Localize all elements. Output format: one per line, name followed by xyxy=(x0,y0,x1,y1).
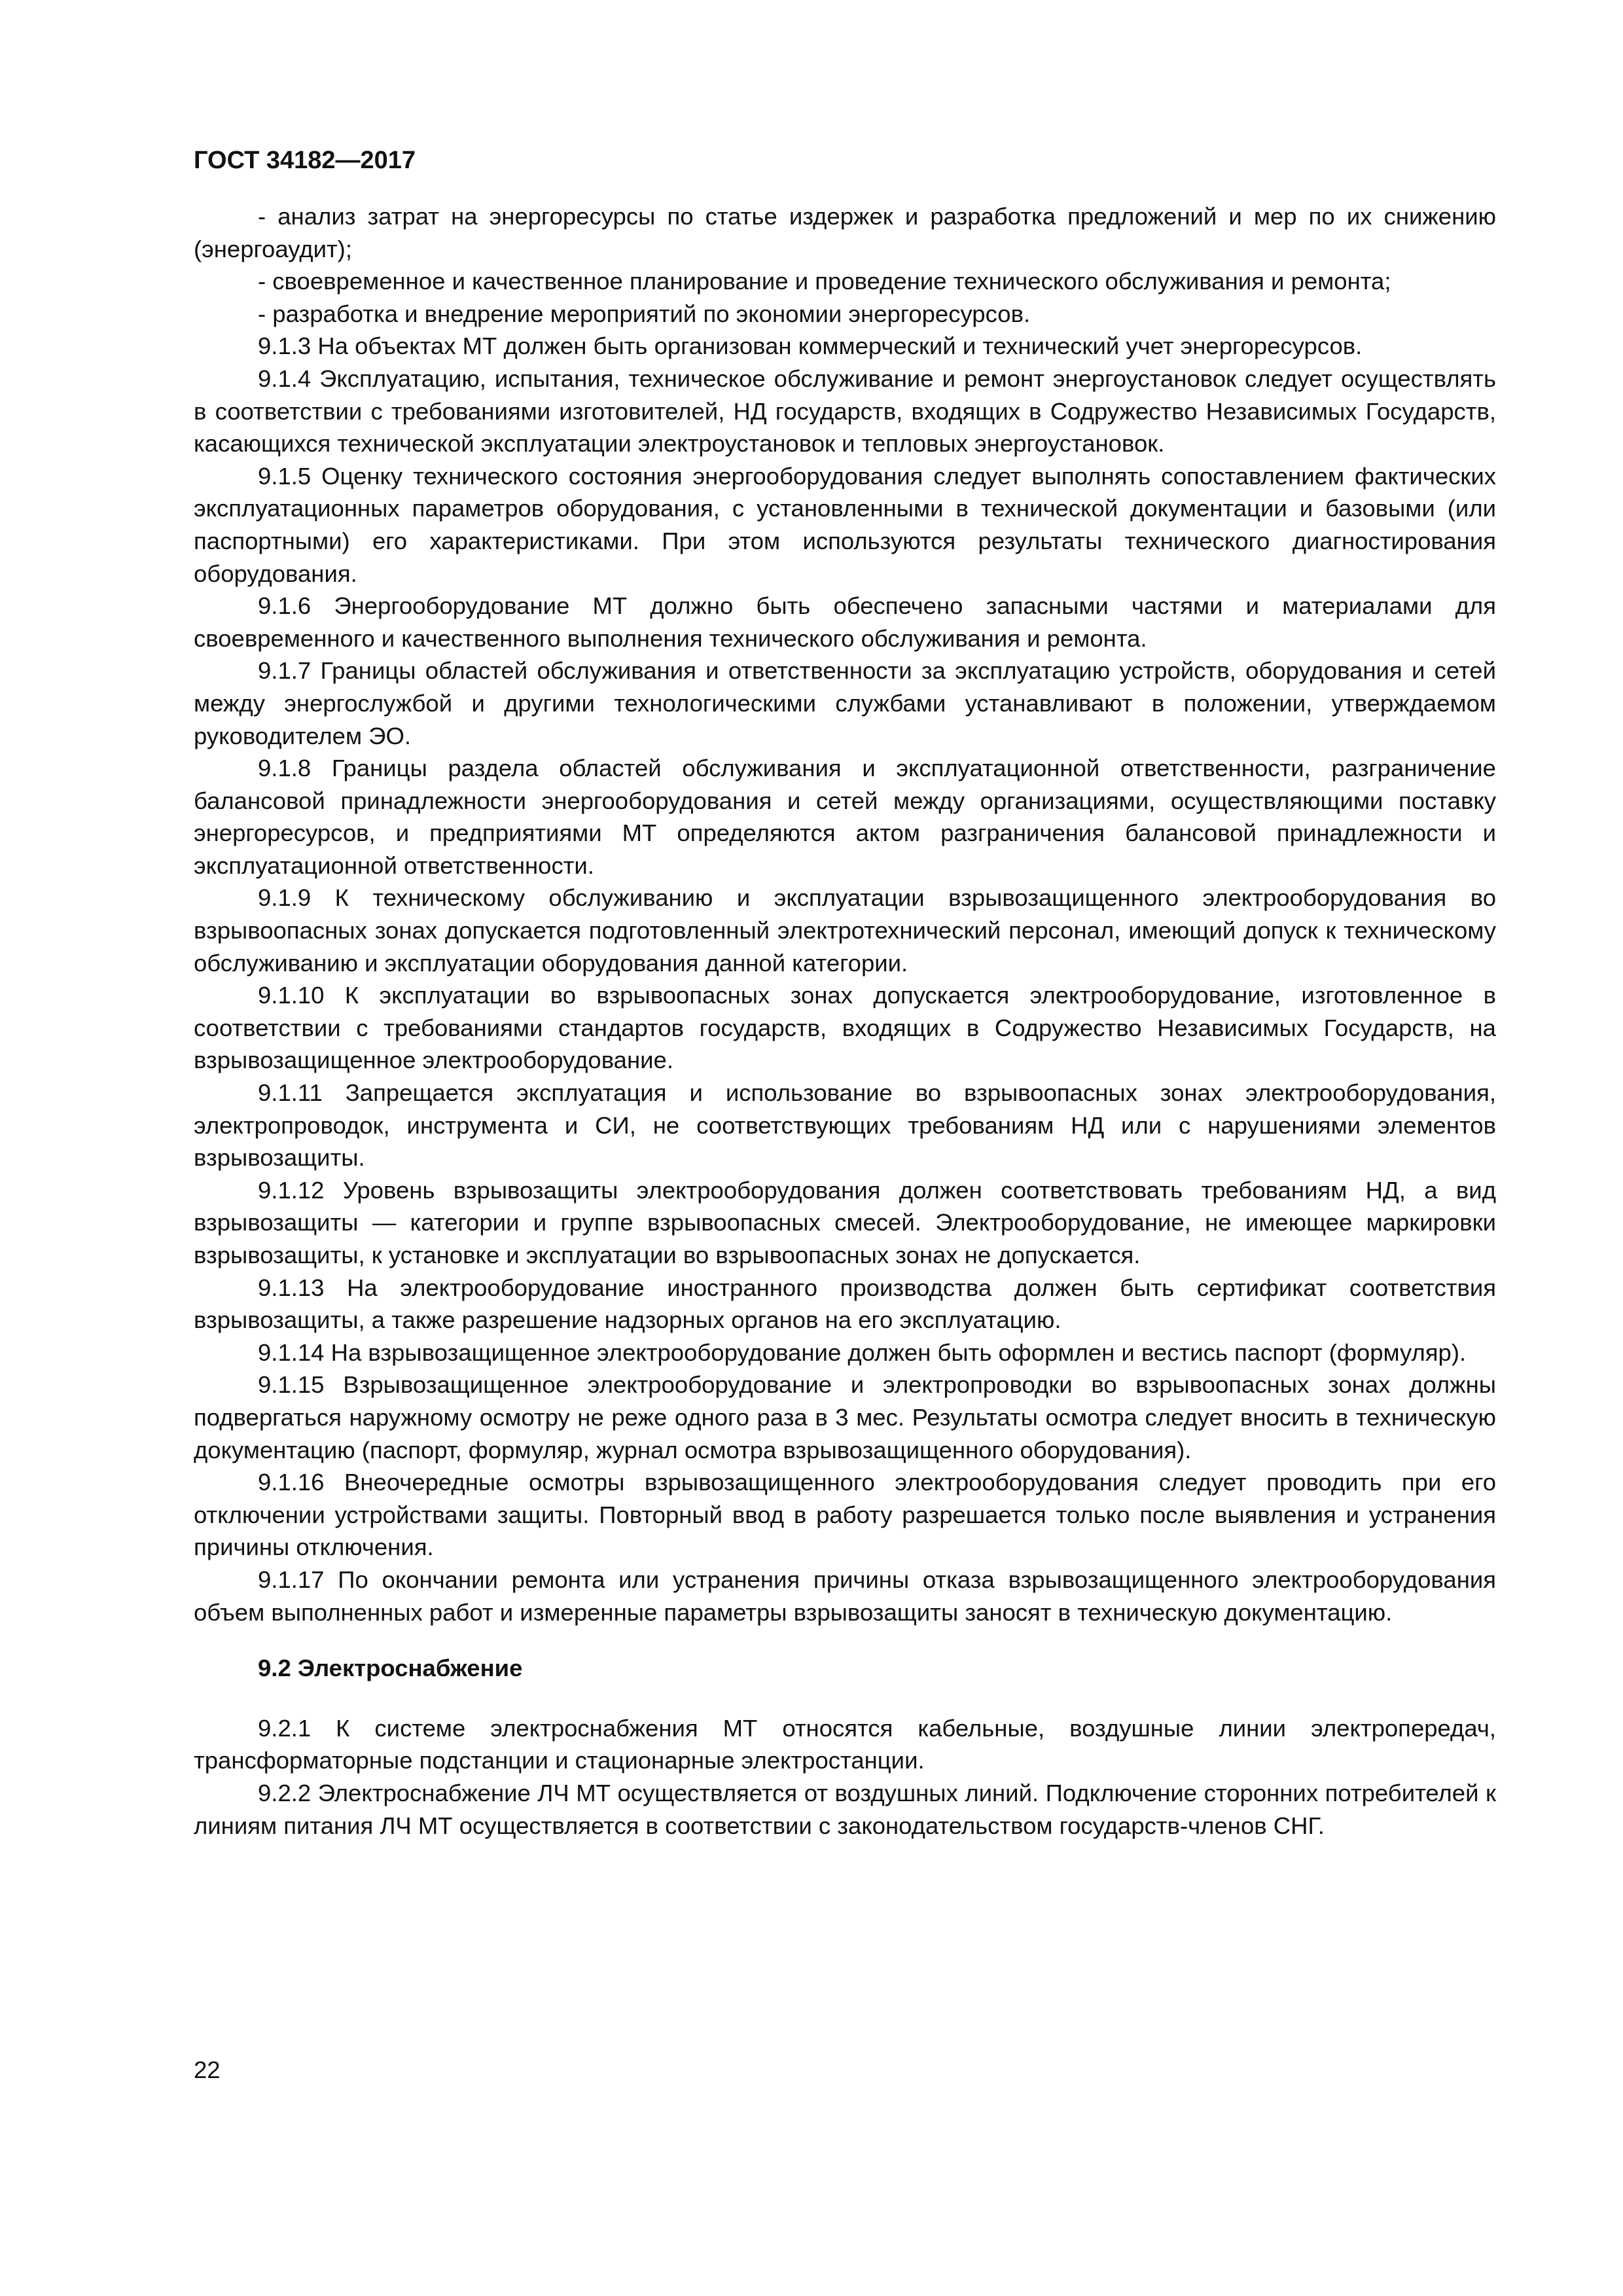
paragraph-9-1-3: 9.1.3 На объектах МТ должен быть организован коммерческий и технический учет энергоресурсов. xyxy=(258,332,1363,360)
paragraph: - разработка и внедрение мероприятий по экономии энергоресурсов. xyxy=(258,300,1031,327)
page-number: 22 xyxy=(194,2056,221,2083)
paragraph-9-1-6: 9.1.6 Энергооборудование МТ должно быть обеспечено запасными частями и материалами для своевременного и качественного выполнения технического обслуживания и ремонта. xyxy=(194,592,1496,652)
section-heading: 9.2 Электроснабжение xyxy=(258,1655,523,1682)
paragraph: - своевременное и качественное планирование и проведение технического обслуживания и ремонта; xyxy=(258,268,1391,295)
document-header: ГОСТ 34182—2017 xyxy=(194,147,416,174)
paragraph-9-1-7: 9.1.7 Границы областей обслуживания и ответственности за эксплуатацию устройств, оборудования и сетей между энергослужбой и другими технологическими службами устанавливают в положении, утверждаемом руководителем ЭО. xyxy=(194,657,1496,749)
paragraph-9-1-16: 9.1.16 Внеочередные осмотры взрывозащищенного электрооборудования следует проводить при его отключении устройствами защиты. Повторный ввод в работу разрешается только после выявления и устранения причины отключения. xyxy=(194,1469,1496,1561)
document-page xyxy=(194,144,1496,1842)
paragraph-9-1-4: 9.1.4 Эксплуатацию, испытания, техническое обслуживание и ремонт энергоустановок следует осуществлять в соответствии с требованиями изготовителей, НД государств, входящих в Содружество Независимых Государств, касающихся технической эксплуатации электроустановок и тепловых энергоустановок. xyxy=(194,365,1496,457)
paragraph-9-1-15: 9.1.15 Взрывозащищенное электрооборудование и электропроводки во взрывоопасных зонах должны подвергаться наружному осмотру не реже одного раза в 3 мес. Результаты осмотра следует вносить в техническую документацию (паспорт, формуляр, журнал осмотра взрывозащищенного оборудования). xyxy=(194,1371,1496,1463)
paragraph-9-1-8: 9.1.8 Границы раздела областей обслуживания и эксплуатационной ответственности, разграничение балансовой принадлежности энергооборудования и сетей между организациями, осуществляющими поставку энергоресурсов, и предприятиями МТ определяются актом разграничения балансовой принадлежности и эксплуатационной ответственности. xyxy=(194,755,1496,879)
paragraph-9-1-14: 9.1.14 На взрывозащищенное электрооборудование должен быть оформлен и вестись паспорт (формуляр). xyxy=(258,1338,1467,1366)
paragraph-9-2-2: 9.2.2 Электроснабжение ЛЧ МТ осуществляется от воздушных линий. Подключение сторонних потребителей к линиям питания ЛЧ МТ осуществляется в соответствии с законодательством государств-членов СНГ. xyxy=(194,1779,1496,1839)
paragraph-9-1-17: 9.1.17 По окончании ремонта или устранения причины отказа взрывозащищенного электрооборудования объем выполненных работ и измеренные параметры взрывозащиты заносят в техническую документацию. xyxy=(194,1566,1496,1626)
body-text-top xyxy=(194,200,1496,1628)
paragraph-9-1-9: 9.1.9 К техническому обслуживанию и эксплуатации взрывозащищенного электрооборудования во взрывоопасных зонах допускается подготовленный электротехнический персонал, имеющий допуск к техническому обслуживанию и эксплуатации оборудования данной категории. xyxy=(194,884,1496,977)
paragraph-9-1-10: 9.1.10 К эксплуатации во взрывоопасных зонах допускается электрооборудование, изготовленное в соответствии с требованиями стандартов государств, входящих в Содружество Независимых Государств, на взрывозащищенное электрооборудование. xyxy=(194,982,1496,1074)
paragraph-9-1-5: 9.1.5 Оценку технического состояния энергооборудования следует выполнять сопоставлением фактических эксплуатационных параметров оборудования, с установленными в технической документации и базовыми (или паспортными) его характеристиками. При этом используются результаты технического диагностирования оборудования. xyxy=(194,462,1496,587)
paragraph-9-2-1: 9.2.1 К системе электроснабжения МТ относятся кабельные, воздушные линии электропередач, трансформаторные подстанции и стационарные электростанции. xyxy=(194,1714,1496,1774)
paragraph-9-1-12: 9.1.12 Уровень взрывозащиты электрооборудования должен соответствовать требованиям НД, а вид взрывозащиты — категории и группе взрывоопасных смесей. Электрооборудование, не имеющее маркировки взрывозащиты, к установке и эксплуатации во взрывоопасных зонах не допускается. xyxy=(194,1176,1496,1268)
paragraph-9-1-11: 9.1.11 Запрещается эксплуатация и использование во взрывоопасных зонах электрооборудования, электропроводок, инструмента и СИ, не соответствующих требованиям НД или с нарушениями элементов взрывозащиты. xyxy=(194,1079,1496,1172)
paragraph: - анализ затрат на энергоресурсы по статье издержек и разработка предложений и мер по их снижению (энергоаудит); xyxy=(194,203,1496,262)
paragraph-9-1-13: 9.1.13 На электрооборудование иностранного производства должен быть сертификат соответствия взрывозащиты, а также разрешение надзорных органов на его эксплуатацию. xyxy=(194,1274,1496,1334)
body-text-bottom xyxy=(194,1712,1496,1842)
